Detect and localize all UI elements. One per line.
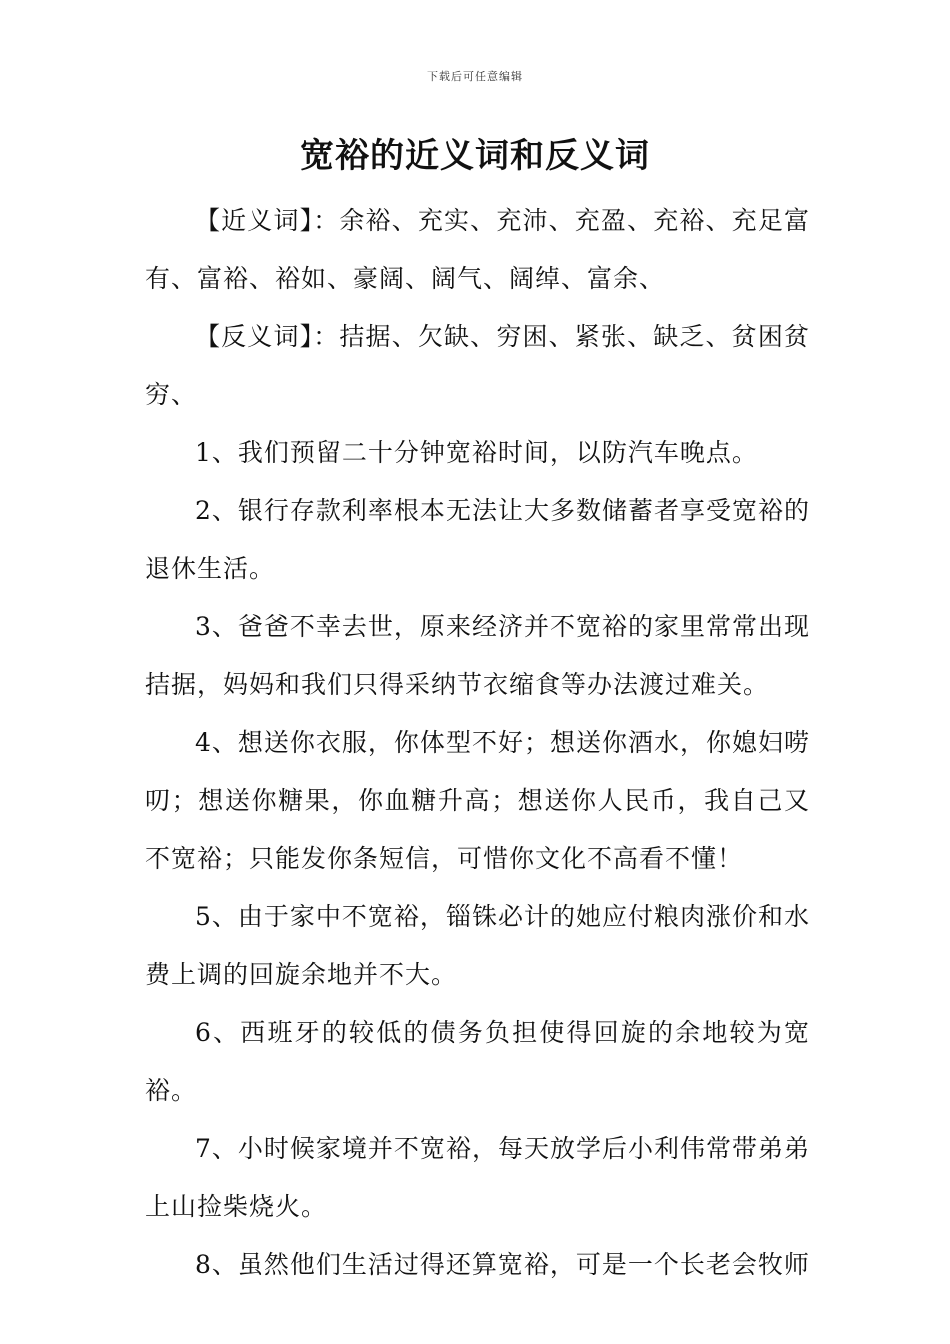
synonyms-paragraph: 【近义词】：余裕、充实、充沛、充盈、充裕、充足富有、富裕、裕如、豪阔、阔气、阔绰、富余、	[145, 206, 810, 293]
page-title: 宽裕的近义词和反义词	[300, 136, 650, 176]
example-sentence-5: 5、由于家中不宽裕，锱铢必计的她应付粮肉涨价和水费上调的回旋余地并不大。	[145, 902, 810, 989]
example-sentence-3: 3、爸爸不幸去世，原来经济并不宽裕的家里常常出现拮据，妈妈和我们只得采纳节衣缩食等办法渡过难关。	[145, 612, 810, 699]
example-sentence-8: 8、虽然他们生活过得还算宽裕，可是一个长老会牧师	[195, 1250, 810, 1279]
example-sentence-4: 4、想送你衣服，你体型不好；想送你酒水，你媳妇唠叨；想送你糖果，你血糖升高；想送你人民币，我自己又不宽裕；只能发你条短信，可惜你文化不高看不懂！	[145, 728, 810, 873]
example-sentence-7: 7、小时候家境并不宽裕，每天放学后小利伟常带弟弟上山捡柴烧火。	[145, 1134, 810, 1221]
antonyms-paragraph: 【反义词】：拮据、欠缺、穷困、紧张、缺乏、贫困贫穷、	[145, 322, 810, 409]
document-body	[145, 192, 810, 1294]
example-sentence-6: 6、西班牙的较低的债务负担使得回旋的余地较为宽裕。	[145, 1018, 810, 1105]
header-note: 下载后可任意编辑	[427, 70, 523, 83]
example-sentence-1: 1、我们预留二十分钟宽裕时间，以防汽车晚点。	[195, 438, 758, 467]
example-sentence-2: 2、银行存款利率根本无法让大多数储蓄者享受宽裕的退休生活。	[145, 496, 810, 583]
